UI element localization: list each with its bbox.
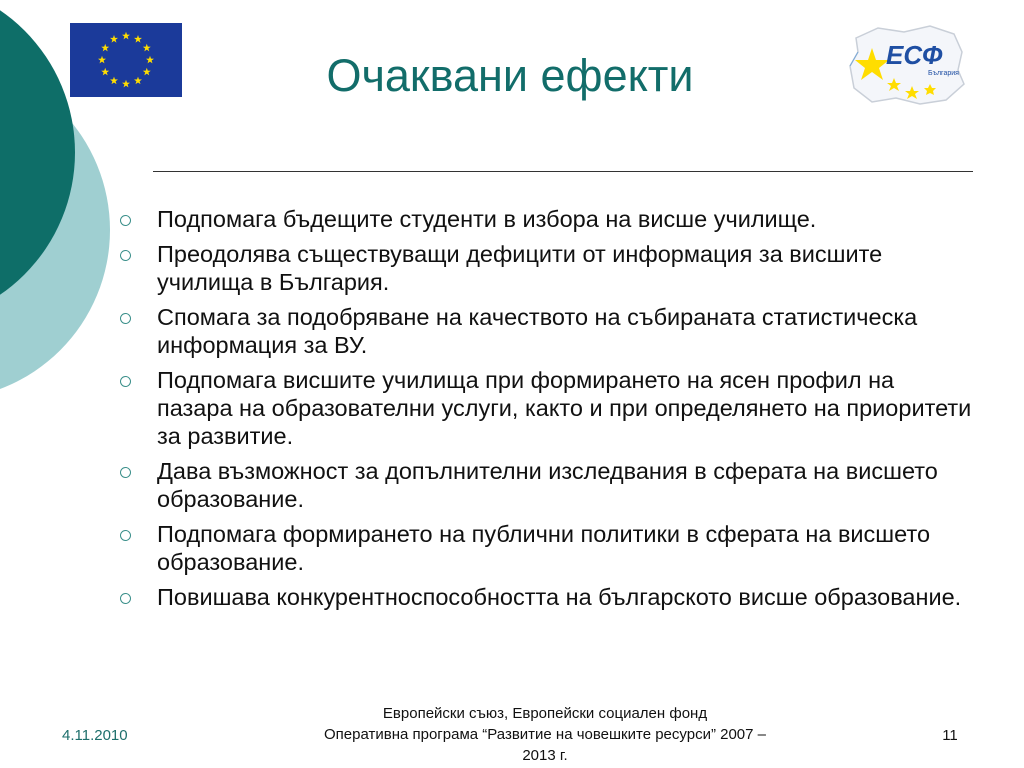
bullet-circle-icon (120, 467, 131, 478)
bullet-item (116, 457, 976, 513)
bullet-text: Преодолява съществуващи дефицити от информация за висшите училища в България. (157, 241, 883, 295)
eu-flag-icon (70, 23, 182, 97)
bullet-circle-icon (120, 593, 131, 604)
bullet-text: Спомага за подобряване на качеството на събираната статистическа информация за ВУ. (157, 304, 918, 358)
footer-line: Европейски съюз, Европейски социален фонд (382, 705, 708, 722)
bullet-text: Дава възможност за допълнителни изследвания в сферата на висшето образование. (157, 458, 938, 512)
footer-date: 4.11.2010 (62, 727, 128, 744)
footer-line: Оперативна програма “Развитие на човешките ресурси” 2007 – (323, 726, 766, 743)
bullet-item (116, 240, 976, 296)
bullet-circle-icon (120, 250, 131, 261)
bullet-text: Подпомага формирането на публични политики в сферата на висшето образование. (157, 521, 931, 575)
bullet-item (116, 205, 976, 233)
esf-logo-text: ЕСФ (886, 40, 943, 70)
bullet-text: Подпомага бъдещите студенти в избора на висше училище. (157, 206, 817, 232)
bullet-text: Подпомага висшите училища при формирането на ясен профил на пазара на образователни услуги, както и при определянето на приоритети за развитие. (157, 367, 972, 449)
bullet-circle-icon (120, 313, 131, 324)
bullet-text: Повишава конкурентноспособността на българското висше образование. (157, 584, 962, 610)
bullet-item (116, 303, 976, 359)
footer-caption (250, 703, 840, 766)
page-number: 11 (942, 727, 958, 744)
bullet-circle-icon (120, 530, 131, 541)
bullet-item (116, 366, 976, 450)
bullet-circle-icon (120, 376, 131, 387)
bullet-item (116, 583, 976, 611)
page-title: Очаквани ефекти (326, 50, 694, 101)
bullet-circle-icon (120, 215, 131, 226)
bullet-list (116, 205, 976, 618)
footer-line: 2013 г. (522, 747, 568, 764)
title-divider (153, 171, 973, 172)
esf-logo-subtext: България (928, 70, 959, 77)
bullet-item (116, 520, 976, 576)
esf-logo (842, 22, 970, 108)
